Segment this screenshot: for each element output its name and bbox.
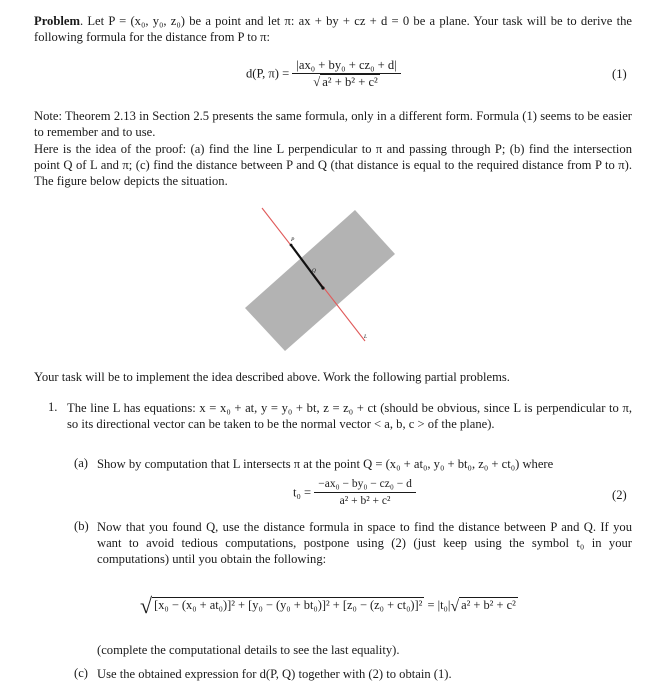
note-paragraph: Note: Theorem 2.13 in Section 2.5 presents the same formula, only in a different form. Formula (1) seems to be easier to remember and to use. — [34, 109, 632, 139]
sqrt-symbol-2: √ — [450, 598, 460, 615]
problem-heading: Problem — [34, 14, 80, 28]
problem-intro-text: . Let P = (x₀, y₀, z₀) be a point and let π: ax + by + cz + d = 0 be a plane. Your task will be to derive the following formula for the distance from P to π: — [34, 14, 632, 44]
distance-equation — [140, 593, 518, 619]
distance-rhs-radicand: a² + b² + c² — [461, 598, 516, 612]
formula-2-fraction — [314, 477, 416, 509]
formula-1-fraction — [292, 58, 400, 90]
item-c-text: Use the obtained expression for d(P, Q) together with (2) to obtain (1). — [97, 667, 452, 681]
plane-shape — [245, 210, 395, 351]
problem-intro — [34, 13, 632, 45]
item-b-text: Now that you found Q, use the distance formula in space to find the distance between P and Q. If you want to avoid tedious computations, postpone using (2) (just keep using the symbol t₀ in your computations) until you obtain the following: — [97, 520, 632, 566]
formula-1-tag: (1) — [612, 67, 627, 81]
formula-2-numerator: −ax₀ − by₀ − cz₀ − d — [314, 477, 416, 493]
formula-1 — [246, 58, 401, 90]
formula-2-tag: (2) — [612, 488, 627, 502]
sqrt-symbol-1: √ — [140, 593, 153, 618]
figure-plane-line — [0, 198, 660, 368]
complete-note: (complete the computational details to see the last equality). — [97, 643, 400, 657]
formula-1-radicand: a² + b² + c² — [322, 75, 378, 89]
formula-1-numerator: |ax₀ + by₀ + cz₀ + d| — [292, 58, 400, 74]
item-b-label: (b) — [74, 519, 89, 533]
label-L: L — [364, 334, 368, 340]
task-lead: Your task will be to implement the idea described above. Work the following partial problems. — [34, 370, 510, 384]
item-c-label: (c) — [74, 666, 88, 680]
formula-2-lhs: t₀ = — [293, 485, 312, 500]
point-P-dot — [290, 244, 293, 247]
formula-1-lhs: d(P, π) = — [246, 66, 290, 81]
item-1-text: The line L has equations: x = x₀ + at, y = y₀ + bt, z = z₀ + ct (should be obvious, since L is perpendicular to π, so its directional vector can be taken to be the normal vector < a, b, c > of the plane). — [67, 401, 632, 431]
item-1-label: 1. — [48, 400, 58, 414]
distance-mid: = |t₀| — [427, 598, 451, 612]
point-Q-dot — [321, 286, 324, 289]
label-P: P — [291, 237, 295, 243]
idea-paragraph: Here is the idea of the proof: (a) find the line L perpendicular to π and passing through P; (b) find the intersection point Q of L and π; (c) find the distance between P and Q (that distance is equal to the required distance from P to π). The figure below depicts the situation. — [34, 142, 632, 188]
label-Q: Q — [312, 268, 316, 274]
formula-2 — [293, 477, 416, 509]
formula-1-denominator: √ a² + b² + c² — [313, 75, 378, 89]
distance-radicand: [x₀ − (x₀ + at₀)]² + [y₀ − (y₀ + bt₀)]² + [z₀ − (z₀ + ct₀)]² — [154, 598, 423, 612]
item-a-label: (a) — [74, 456, 88, 470]
formula-2-denominator: a² + b² + c² — [339, 495, 391, 507]
item-a-text: Show by computation that L intersects π at the point Q = (x₀ + at₀, y₀ + bt₀, z₀ + ct₀) where — [97, 457, 554, 471]
